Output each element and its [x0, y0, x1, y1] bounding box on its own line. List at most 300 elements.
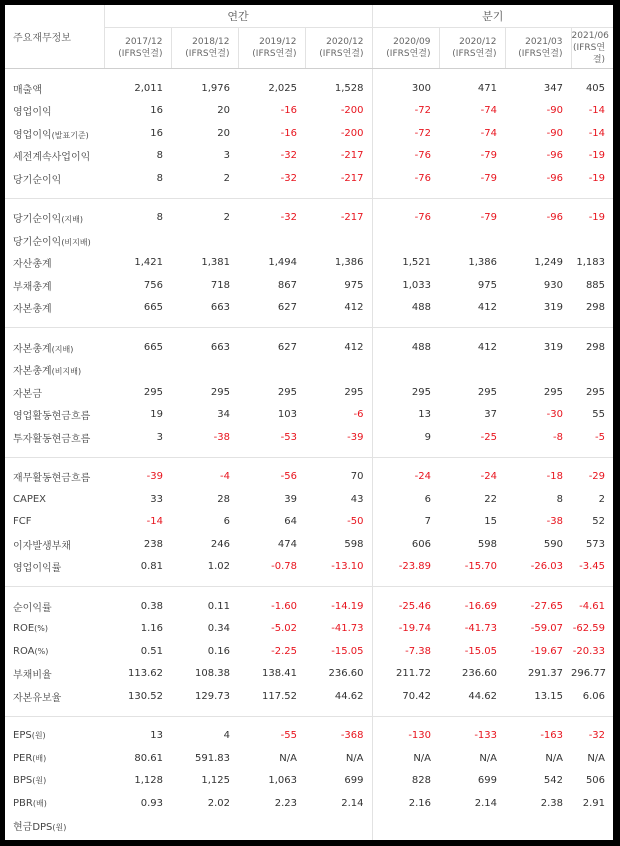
table-row	[5, 198, 613, 229]
table-cell: 573	[585, 538, 606, 550]
table-cell: 828	[372, 770, 439, 793]
table-cell: 2.91	[582, 797, 606, 809]
table-cell: 80.61	[134, 752, 163, 764]
row-label-text: 영업이익	[13, 129, 52, 141]
row-label-text: PER	[13, 752, 33, 764]
table-cell: N/A	[372, 747, 439, 770]
table-cell: 33	[150, 493, 163, 505]
table-cell: 2.14	[474, 797, 498, 809]
table-cell: 1,381	[201, 257, 230, 269]
table-cell: 756	[143, 279, 163, 291]
table-row	[5, 663, 613, 686]
table-cell: 0.16	[207, 645, 230, 657]
column-header	[171, 28, 238, 69]
table-cell: 44.62	[305, 685, 372, 716]
table-cell: 43	[350, 493, 364, 505]
row-label-text: 매출액	[13, 84, 42, 96]
table-cell: 506	[585, 775, 606, 787]
table-cell: -8	[505, 426, 571, 457]
table-row	[5, 404, 613, 427]
table-cell: -3.45	[571, 556, 613, 587]
table-cell: 627	[277, 341, 297, 353]
table-cell: -79	[480, 150, 498, 162]
table-cell: -19	[588, 212, 606, 224]
table-cell: -14	[146, 516, 163, 528]
row-label	[5, 122, 104, 145]
table-cell: 298	[585, 341, 606, 353]
row-label-text: 당기순이익	[13, 174, 62, 186]
table-cell: -16	[280, 127, 297, 139]
table-cell: 1,183	[576, 257, 606, 269]
table-cell: 1,249	[534, 257, 564, 269]
table-cell: 117.52	[238, 685, 305, 716]
table-cell: -217	[340, 212, 364, 224]
table-cell: 1,421	[134, 257, 163, 269]
table-cell: 55	[592, 409, 606, 421]
row-label	[5, 274, 104, 297]
table-cell: 412	[477, 341, 498, 353]
table-cell: -79	[439, 167, 505, 198]
column-period: 2020/12	[326, 37, 364, 47]
row-label	[5, 815, 104, 841]
table-row	[5, 640, 613, 663]
table-cell: 627	[238, 297, 305, 328]
table-cell: -32	[280, 150, 297, 162]
table-cell: 300	[372, 69, 439, 100]
row-label	[5, 404, 104, 427]
table-cell: -56	[280, 471, 297, 483]
table-cell: 1.16	[140, 623, 163, 635]
table-cell: -14	[588, 127, 606, 139]
table-cell: -39	[146, 471, 163, 483]
table-cell: N/A	[479, 752, 498, 764]
row-label-text: 영업이익률	[13, 563, 62, 575]
table-cell: 474	[277, 538, 297, 550]
corner-label: 주요재무정보	[5, 5, 104, 69]
row-label-text: CAPEX	[13, 493, 47, 505]
table-cell: -7.38	[372, 640, 439, 663]
row-label	[5, 488, 104, 511]
table-cell: -90	[546, 127, 564, 139]
table-cell: 2,025	[268, 82, 297, 94]
table-row	[5, 167, 613, 198]
table-row	[5, 252, 613, 275]
table-cell: 412	[344, 341, 364, 353]
table-cell: 3	[223, 150, 230, 162]
table-cell: -38	[546, 516, 564, 528]
table-cell: -16.69	[464, 600, 498, 612]
table-cell: 699	[477, 775, 498, 787]
row-label	[5, 747, 104, 770]
table-cell: 1,386	[468, 257, 498, 269]
table-cell: -30	[546, 409, 564, 421]
row-label-text: 세전계속사업이익	[13, 152, 91, 164]
table-cell	[439, 359, 505, 382]
table-cell: -14.19	[331, 600, 364, 612]
column-header	[305, 28, 372, 69]
table-cell	[238, 815, 305, 841]
table-cell: 718	[210, 279, 230, 291]
row-label	[5, 229, 104, 252]
row-label	[5, 533, 104, 556]
table-cell: 19	[150, 409, 163, 421]
column-period: 2021/06	[571, 31, 609, 41]
table-cell: 1.02	[171, 556, 238, 587]
column-header	[104, 28, 171, 69]
table-cell: 236.60	[462, 668, 498, 680]
table-cell: 291.37	[528, 668, 564, 680]
row-label-text: BPS	[13, 775, 33, 787]
table-cell: N/A	[279, 752, 297, 764]
table-cell: 591.83	[195, 752, 230, 764]
table-row	[5, 488, 613, 511]
table-cell	[571, 359, 613, 382]
row-label	[5, 511, 104, 534]
table-cell	[571, 229, 613, 252]
table-row	[5, 685, 613, 716]
table-cell: -72	[372, 100, 439, 123]
table-row	[5, 381, 613, 404]
row-label	[5, 328, 104, 359]
table-cell: 598	[477, 538, 498, 550]
table-cell: -26.03	[505, 556, 571, 587]
row-label-text: 부채비율	[13, 670, 52, 682]
table-row	[5, 122, 613, 145]
column-period: 2021/03	[525, 37, 563, 47]
table-cell: -59.07	[530, 623, 564, 635]
table-cell: 699	[344, 775, 364, 787]
table-cell: -24	[372, 457, 439, 488]
table-cell: 2	[598, 493, 606, 505]
table-row	[5, 792, 613, 815]
column-header	[505, 28, 571, 69]
table-cell: -79	[480, 212, 498, 224]
row-label	[5, 770, 104, 793]
row-label	[5, 167, 104, 198]
table-cell: 347	[543, 82, 564, 94]
table-cell: -53	[238, 426, 305, 457]
table-cell: -6	[353, 409, 364, 421]
table-cell: 138.41	[262, 668, 297, 680]
row-label-text: 현금DPS	[13, 822, 53, 834]
table-cell: -72	[372, 122, 439, 145]
table-row	[5, 770, 613, 793]
table-cell: -32	[588, 730, 606, 742]
table-cell	[238, 229, 305, 252]
table-row	[5, 297, 613, 328]
table-cell: 1,521	[372, 252, 439, 275]
table-cell: -20.33	[572, 645, 606, 657]
table-row	[5, 716, 613, 747]
table-cell: 295	[210, 386, 230, 398]
column-basis: (IFRS연결)	[252, 49, 297, 59]
table-cell: 64	[284, 516, 297, 528]
table-cell: 129.73	[171, 685, 238, 716]
column-period: 2020/12	[459, 37, 497, 47]
column-basis: (IFRS연결)	[319, 49, 364, 59]
column-period: 2019/12	[259, 37, 297, 47]
table-cell: 1,494	[268, 257, 297, 269]
table-cell: N/A	[545, 752, 564, 764]
table-cell: -15.05	[464, 645, 498, 657]
table-cell: 22	[484, 493, 498, 505]
table-cell: 471	[477, 82, 498, 94]
table-cell: 1,125	[201, 775, 230, 787]
table-row	[5, 145, 613, 168]
row-label-text: 자본유보율	[13, 692, 62, 704]
row-label-text: 투자활동현금흐름	[13, 433, 91, 445]
row-label-text: 당기순이익	[13, 236, 62, 248]
table-row	[5, 511, 613, 534]
table-cell: -96	[505, 167, 571, 198]
column-basis: (IFRS연결)	[386, 49, 431, 59]
table-cell: -4	[220, 471, 230, 483]
table-cell	[305, 815, 372, 841]
table-cell: 236.60	[328, 668, 364, 680]
table-cell: 542	[543, 775, 564, 787]
table-cell: -18	[546, 471, 564, 483]
table-cell: 2.14	[341, 797, 364, 809]
table-cell: -163	[540, 730, 564, 742]
table-cell	[104, 359, 171, 382]
row-label-note: (지배)	[61, 215, 84, 225]
table-cell: 295	[277, 386, 297, 398]
table-cell: -0.78	[238, 556, 305, 587]
row-label	[5, 457, 104, 488]
table-cell: 2	[171, 167, 238, 198]
table-cell: 238	[143, 538, 163, 550]
table-cell: 665	[143, 341, 163, 353]
table-cell: -39	[305, 426, 372, 457]
row-label-note: (지배)	[51, 344, 74, 354]
table-cell: 1,128	[134, 775, 163, 787]
row-label-text: 당기순이익	[13, 214, 62, 226]
table-cell	[505, 815, 571, 841]
row-label-text: 자본총계	[13, 366, 52, 378]
table-cell: 319	[543, 341, 564, 353]
table-cell	[104, 229, 171, 252]
table-cell: -4.61	[579, 600, 606, 612]
table-cell: -74	[480, 105, 498, 117]
table-cell: -19.67	[530, 645, 564, 657]
row-label	[5, 716, 104, 747]
table-cell: 6	[372, 488, 439, 511]
table-cell: 930	[543, 279, 564, 291]
row-label	[5, 685, 104, 716]
table-cell: 103	[277, 409, 297, 421]
row-label	[5, 381, 104, 404]
table-cell: 2,011	[134, 82, 163, 94]
row-label-text: 재무활동현금흐름	[13, 473, 91, 485]
table-cell: -25	[439, 426, 505, 457]
table-cell: -130	[372, 716, 439, 747]
table-cell: 6	[223, 516, 230, 528]
table-cell	[305, 359, 372, 382]
row-label-text: 부채총계	[13, 281, 52, 293]
row-label-text: 영업활동현금흐름	[13, 411, 91, 423]
table-cell	[505, 229, 571, 252]
table-cell	[505, 359, 571, 382]
table-cell: 606	[372, 533, 439, 556]
column-period: 2020/09	[393, 37, 431, 47]
row-label-note: (발표기준)	[51, 130, 89, 140]
table-cell: 130.52	[104, 685, 171, 716]
table-cell: 663	[171, 297, 238, 328]
row-label-note: (원)	[52, 823, 67, 833]
table-cell: 8	[104, 167, 171, 198]
row-label-note: (원)	[32, 776, 47, 786]
table-row	[5, 274, 613, 297]
row-label	[5, 69, 104, 100]
table-cell: -200	[340, 127, 364, 139]
row-label	[5, 198, 104, 229]
table-cell: 0.93	[140, 797, 163, 809]
row-label-text: 영업이익	[13, 107, 52, 119]
table-cell	[238, 359, 305, 382]
table-cell: N/A	[587, 752, 606, 764]
table-cell: -24	[480, 471, 498, 483]
table-cell: 665	[104, 297, 171, 328]
table-cell: -5.02	[271, 623, 297, 635]
table-cell	[305, 229, 372, 252]
column-basis: (IFRS연결)	[518, 49, 563, 59]
group-header-annual: 연간	[104, 5, 372, 28]
table-row	[5, 587, 613, 618]
table-cell: 44.62	[439, 685, 505, 716]
table-cell: 295	[344, 386, 364, 398]
table-cell: 488	[372, 328, 439, 359]
row-label	[5, 792, 104, 815]
table-cell: 295	[585, 386, 606, 398]
table-cell: 9	[372, 426, 439, 457]
table-cell: 70	[350, 471, 364, 483]
table-cell: 1,528	[334, 82, 364, 94]
row-label-note: (%)	[34, 624, 48, 634]
table-cell	[171, 815, 238, 841]
row-label-text: PBR	[13, 797, 33, 809]
table-cell: 867	[277, 279, 297, 291]
table-cell: -32	[238, 167, 305, 198]
row-label-text: 자본총계	[13, 343, 52, 355]
table-cell: -41.73	[331, 623, 364, 635]
table-cell: 0.34	[207, 623, 230, 635]
table-cell: 34	[217, 409, 230, 421]
table-cell: 246	[210, 538, 230, 550]
table-cell: 975	[344, 279, 364, 291]
row-label-note: (원)	[31, 731, 46, 741]
table-cell: -217	[305, 167, 372, 198]
table-cell: 6.06	[571, 685, 613, 716]
table-cell: 295	[477, 386, 498, 398]
table-cell: -29	[588, 471, 606, 483]
table-cell: -32	[280, 212, 297, 224]
table-cell: -217	[340, 150, 364, 162]
table-cell: 37	[484, 409, 498, 421]
table-row	[5, 457, 613, 488]
table-cell: 16	[150, 105, 163, 117]
table-cell	[439, 815, 505, 841]
row-label-note: (비지배)	[51, 367, 82, 377]
table-cell: 20	[217, 105, 230, 117]
table-cell: -368	[340, 730, 364, 742]
row-label	[5, 587, 104, 618]
table-cell: 298	[571, 297, 613, 328]
table-row	[5, 815, 613, 841]
table-cell	[171, 229, 238, 252]
table-cell: -38	[171, 426, 238, 457]
table-cell: -55	[280, 730, 297, 742]
table-row	[5, 359, 613, 382]
table-cell: -74	[480, 127, 498, 139]
table-cell: -1.60	[271, 600, 297, 612]
table-cell: 39	[284, 493, 297, 505]
column-header	[439, 28, 505, 69]
table-cell: -200	[340, 105, 364, 117]
table-cell: -16	[280, 105, 297, 117]
row-label	[5, 252, 104, 275]
row-label	[5, 618, 104, 641]
table-cell: 319	[505, 297, 571, 328]
table-cell: -96	[546, 212, 564, 224]
row-label-text: 순이익률	[13, 602, 52, 614]
table-cell: 2	[223, 212, 230, 224]
table-cell: -13.10	[305, 556, 372, 587]
table-cell: 405	[585, 82, 606, 94]
column-header	[238, 28, 305, 69]
row-label-note: (%)	[34, 646, 49, 656]
column-header	[571, 28, 613, 69]
table-cell: 412	[439, 297, 505, 328]
table-cell: 598	[344, 538, 364, 550]
table-cell: -96	[546, 150, 564, 162]
table-cell: 52	[592, 516, 606, 528]
column-basis: (IFRS연결)	[185, 49, 230, 59]
table-cell: 2.38	[540, 797, 564, 809]
table-cell: -19	[588, 150, 606, 162]
column-header	[372, 28, 439, 69]
row-label	[5, 663, 104, 686]
table-cell: N/A	[345, 752, 364, 764]
table-cell: 0.51	[140, 645, 163, 657]
row-label-note: (비지배)	[61, 237, 91, 247]
column-period: 2018/12	[192, 37, 230, 47]
table-row	[5, 556, 613, 587]
table-cell	[372, 815, 439, 841]
table-cell	[372, 359, 439, 382]
table-cell: 13.15	[505, 685, 571, 716]
table-cell: 0.11	[207, 600, 230, 612]
table-cell: -133	[474, 730, 498, 742]
row-label-text: ROE	[13, 623, 35, 635]
row-label	[5, 556, 104, 587]
row-label	[5, 297, 104, 328]
table-cell: 412	[305, 297, 372, 328]
financial-summary-panel	[5, 5, 613, 840]
table-cell: -5	[571, 426, 613, 457]
table-cell: 488	[372, 297, 439, 328]
table-cell: 1,386	[334, 257, 364, 269]
table-cell: 0.38	[140, 600, 163, 612]
table-cell: 8	[156, 150, 163, 162]
table-cell: 13	[150, 730, 163, 742]
table-cell	[439, 229, 505, 252]
table-cell: 28	[217, 493, 230, 505]
table-row	[5, 426, 613, 457]
table-cell	[104, 815, 171, 841]
table-cell: 1,063	[268, 775, 297, 787]
financial-table	[5, 5, 613, 840]
table-cell: 7	[372, 511, 439, 534]
